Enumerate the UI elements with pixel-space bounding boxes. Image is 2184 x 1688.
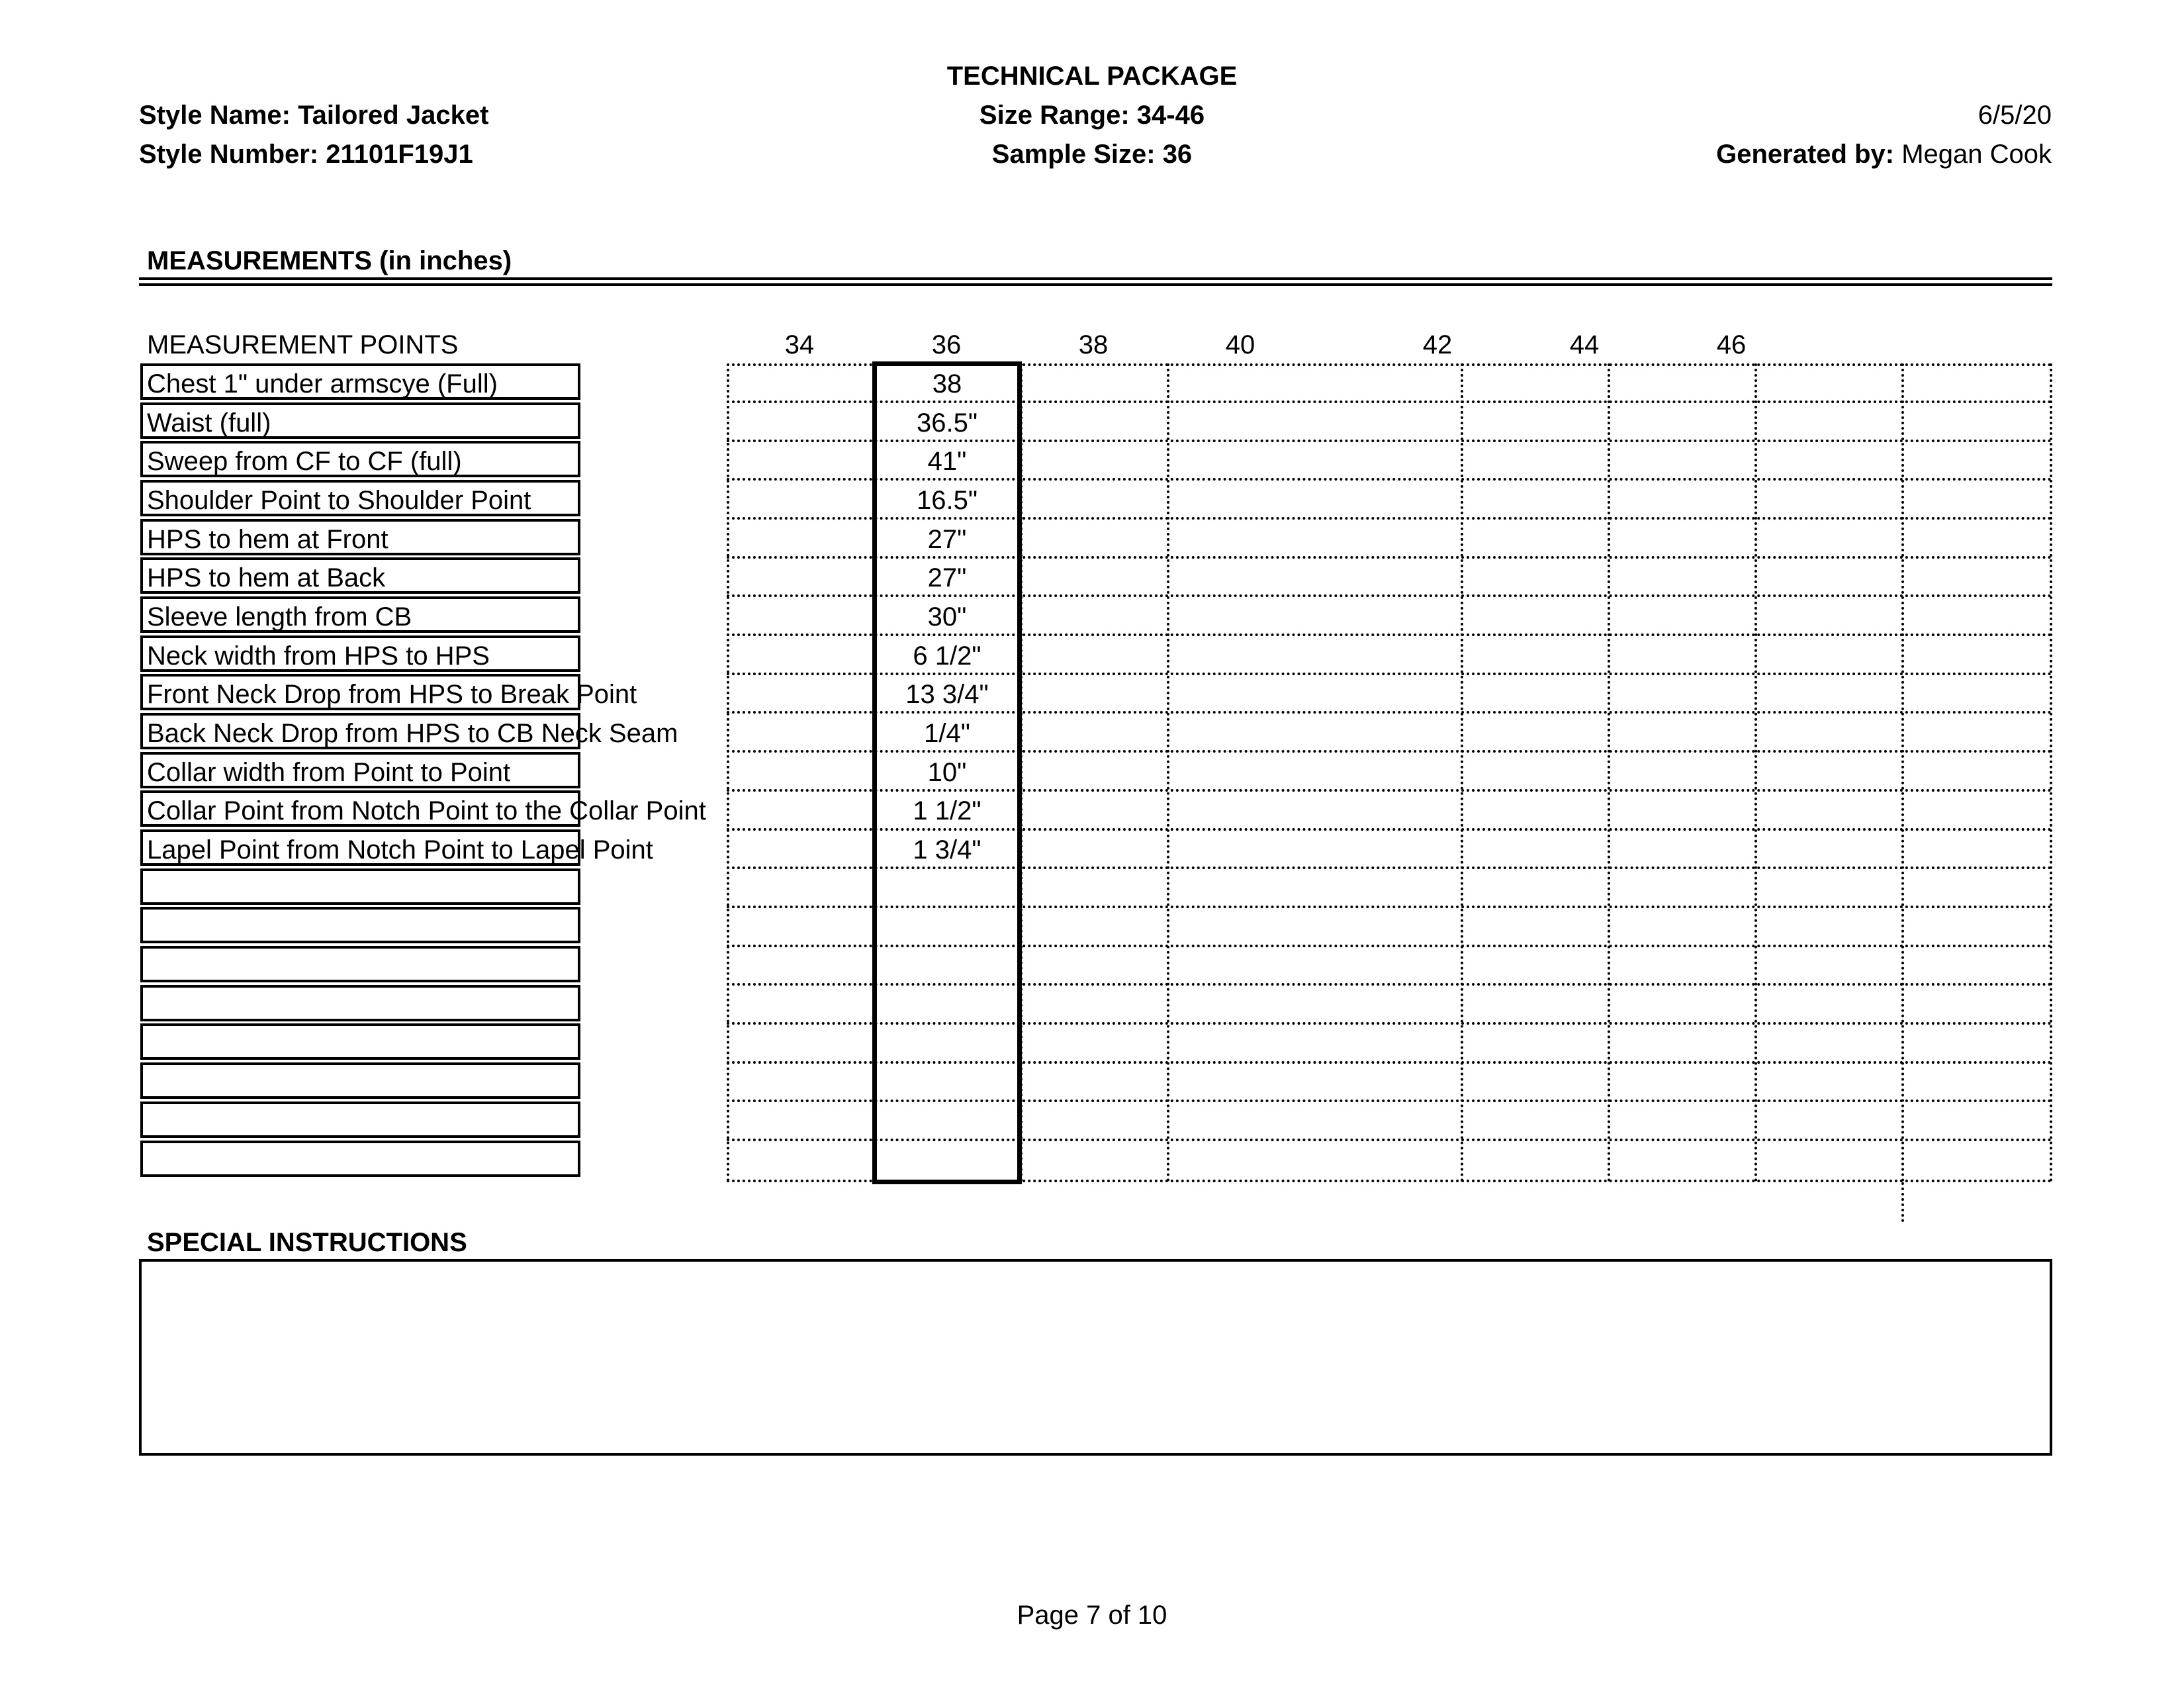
size-header-36: 36 xyxy=(931,330,962,359)
measurement-label-cell xyxy=(140,985,580,1021)
size-header-38: 38 xyxy=(1078,330,1109,359)
style-name-label: Style Name: xyxy=(139,101,291,130)
measurement-point: Collar width from Point to Point xyxy=(147,758,511,787)
measurement-point: Front Neck Drop from HPS to Break Point xyxy=(147,680,637,709)
generated-by-label: Generated by: xyxy=(1716,140,1895,169)
sample-value: 1/4" xyxy=(924,719,970,748)
generated-by xyxy=(1588,141,2052,167)
measurement-point: Chest 1" under armscye (Full) xyxy=(147,369,498,399)
measurements-section-title: MEASUREMENTS (in inches) xyxy=(147,246,512,275)
sample-value: 16.5" xyxy=(916,486,978,515)
sample-size-label: Sample Size: xyxy=(991,140,1156,169)
size-range-value: 34-46 xyxy=(1136,101,1205,130)
style-name xyxy=(139,102,488,128)
measurement-point: Waist (full) xyxy=(147,408,271,438)
section-divider-bottom xyxy=(139,283,2052,286)
measurement-point: Sleeve length from CB xyxy=(147,602,412,632)
sample-value: 30" xyxy=(927,602,967,632)
special-instructions-box[interactable] xyxy=(139,1259,2052,1456)
sample-value: 13 3/4" xyxy=(905,680,989,709)
grid-divider xyxy=(1754,363,1757,1182)
size-range-label: Size Range: xyxy=(979,101,1130,130)
sample-value: 1 1/2" xyxy=(913,796,981,825)
measurement-label-cell xyxy=(140,1102,580,1138)
sample-size-value: 36 xyxy=(1162,140,1193,169)
generated-by-value: Megan Cook xyxy=(1901,140,2052,169)
measurement-label-cell xyxy=(140,1141,580,1177)
sample-value: 6 1/2" xyxy=(913,641,981,671)
size-header-34: 34 xyxy=(784,330,815,359)
sample-size xyxy=(893,141,1291,167)
section-divider-top xyxy=(139,277,2052,280)
grid-divider xyxy=(1461,363,1463,1182)
size-header-44: 44 xyxy=(1569,330,1600,359)
style-name-value: Tailored Jacket xyxy=(298,101,489,130)
sample-value: 1 3/4" xyxy=(913,835,981,865)
document-title: TECHNICAL PACKAGE xyxy=(946,62,1238,91)
sample-value: 10" xyxy=(927,758,967,787)
special-instructions-title: SPECIAL INSTRUCTIONS xyxy=(147,1228,467,1257)
grid-divider xyxy=(1167,363,1169,1182)
document-date: 6/5/20 xyxy=(1978,101,2052,130)
grid-divider xyxy=(2050,363,2052,1182)
sample-value: 27" xyxy=(927,525,967,554)
size-range xyxy=(893,102,1291,128)
measurement-point: HPS to hem at Front xyxy=(147,525,388,554)
size-header-46: 46 xyxy=(1716,330,1747,359)
sample-value: 41" xyxy=(927,447,967,476)
sample-value: 36.5" xyxy=(916,408,978,438)
page-number: Page 7 of 10 xyxy=(1017,1601,1167,1630)
measurement-label-cell xyxy=(140,907,580,943)
measurement-point: Shoulder Point to Shoulder Point xyxy=(147,486,531,515)
size-header-40: 40 xyxy=(1225,330,1255,359)
measurement-point: Back Neck Drop from HPS to CB Neck Seam xyxy=(147,719,678,748)
measurement-label-cell xyxy=(140,868,580,905)
measurement-point: HPS to hem at Back xyxy=(147,563,386,592)
measurement-points-header: MEASUREMENT POINTS xyxy=(147,330,459,359)
measurement-label-cell xyxy=(140,1023,580,1060)
style-number-label: Style Number: xyxy=(139,140,319,169)
measurement-point: Collar Point from Notch Point to the Collar Point xyxy=(147,796,706,825)
measurement-point: Sweep from CF to CF (full) xyxy=(147,447,462,476)
sample-value: 38 xyxy=(932,369,962,399)
style-number xyxy=(139,141,473,167)
grid-divider xyxy=(1901,363,1904,1182)
grid-divider-tail xyxy=(1901,1182,1904,1222)
measurement-point: Lapel Point from Notch Point to Lapel Point xyxy=(147,835,653,865)
grid-divider xyxy=(1608,363,1610,1182)
measurement-label-cell xyxy=(140,946,580,982)
measurement-label-cell xyxy=(140,1062,580,1099)
size-header-42: 42 xyxy=(1422,330,1453,359)
measurement-point: Neck width from HPS to HPS xyxy=(147,641,490,671)
style-number-value: 21101F19J1 xyxy=(326,140,473,169)
sample-value: 27" xyxy=(927,563,967,592)
